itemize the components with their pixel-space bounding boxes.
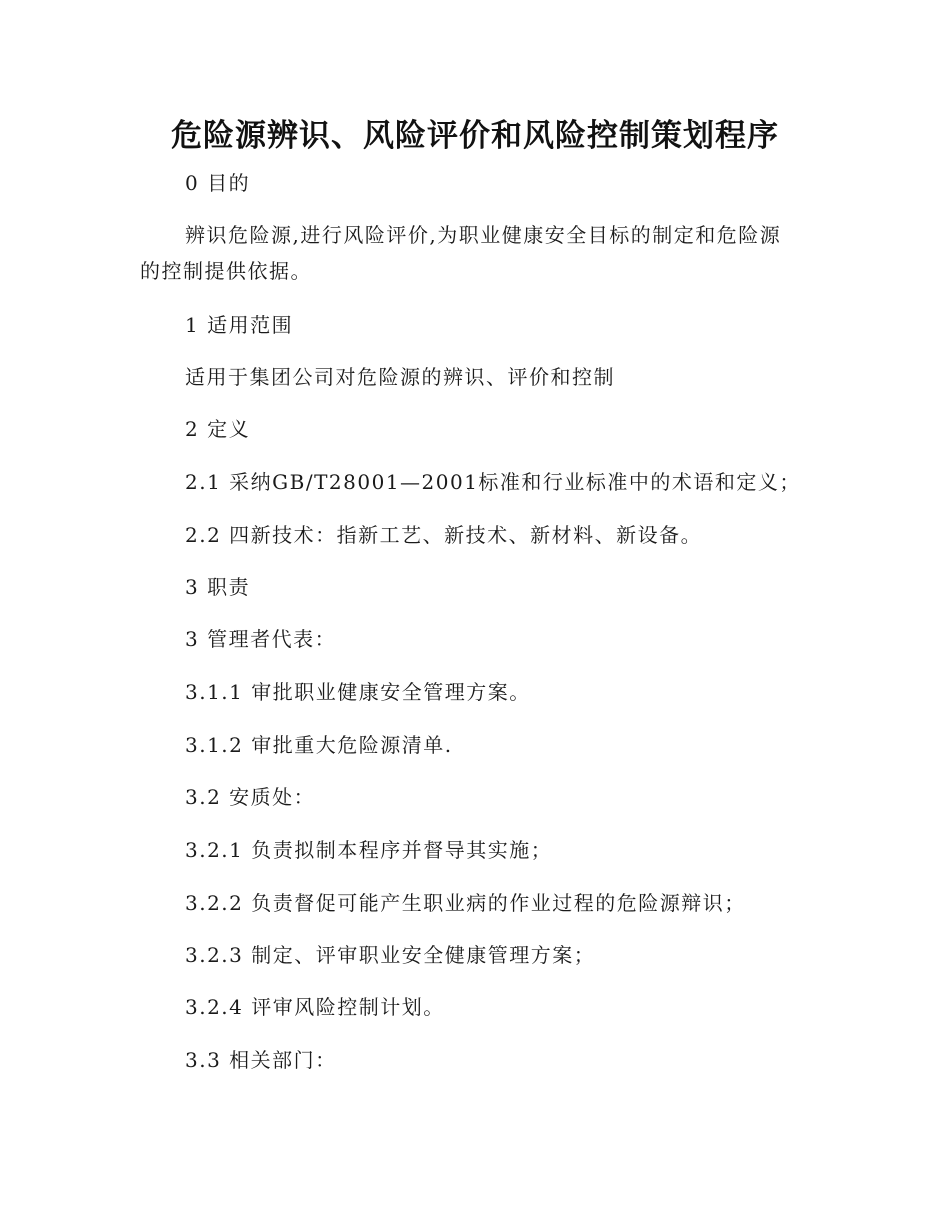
paragraph-line: 3.1.2 审批重大危险源清单. bbox=[185, 733, 453, 757]
paragraph-line: 2.1 采纳GB/T28001—2001标准和行业标准中的术语和定义； bbox=[185, 470, 801, 494]
paragraph-line: 2.2 四新技术：指新工艺、新技术、新材料、新设备。 bbox=[185, 523, 703, 547]
paragraph-line: 辨识危险源,进行风险评价,为职业健康安全目标的制定和危险源 bbox=[185, 223, 782, 247]
paragraph-line: 3.2.2 负责督促可能产生职业病的作业过程的危险源辩识； bbox=[185, 891, 746, 915]
paragraph-line: 的控制提供依据。 bbox=[140, 259, 312, 283]
section-1-heading: 1 适用范围 bbox=[185, 313, 294, 337]
paragraph-line: 3 管理者代表： bbox=[185, 627, 337, 651]
paragraph-line: 3.2 安质处： bbox=[185, 785, 316, 809]
paragraph-line: 3.2.1 负责拟制本程序并督导其实施； bbox=[185, 838, 553, 862]
paragraph-line: 适用于集团公司对危险源的辨识、评价和控制 bbox=[185, 365, 615, 389]
document-title: 危险源辨识、风险评价和风险控制策划程序 bbox=[171, 118, 779, 154]
section-2-heading: 2 定义 bbox=[185, 417, 251, 441]
paragraph-line: 3.2.3 制定、评审职业安全健康管理方案； bbox=[185, 943, 596, 967]
paragraph-line: 3.1.1 审批职业健康安全管理方案。 bbox=[185, 680, 531, 704]
section-3-heading: 3 职责 bbox=[185, 575, 251, 599]
paragraph-line: 3.2.4 评审风险控制计划。 bbox=[185, 995, 445, 1019]
paragraph-line: 3.3 相关部门： bbox=[185, 1048, 337, 1072]
section-0-heading: 0 目的 bbox=[185, 171, 251, 195]
